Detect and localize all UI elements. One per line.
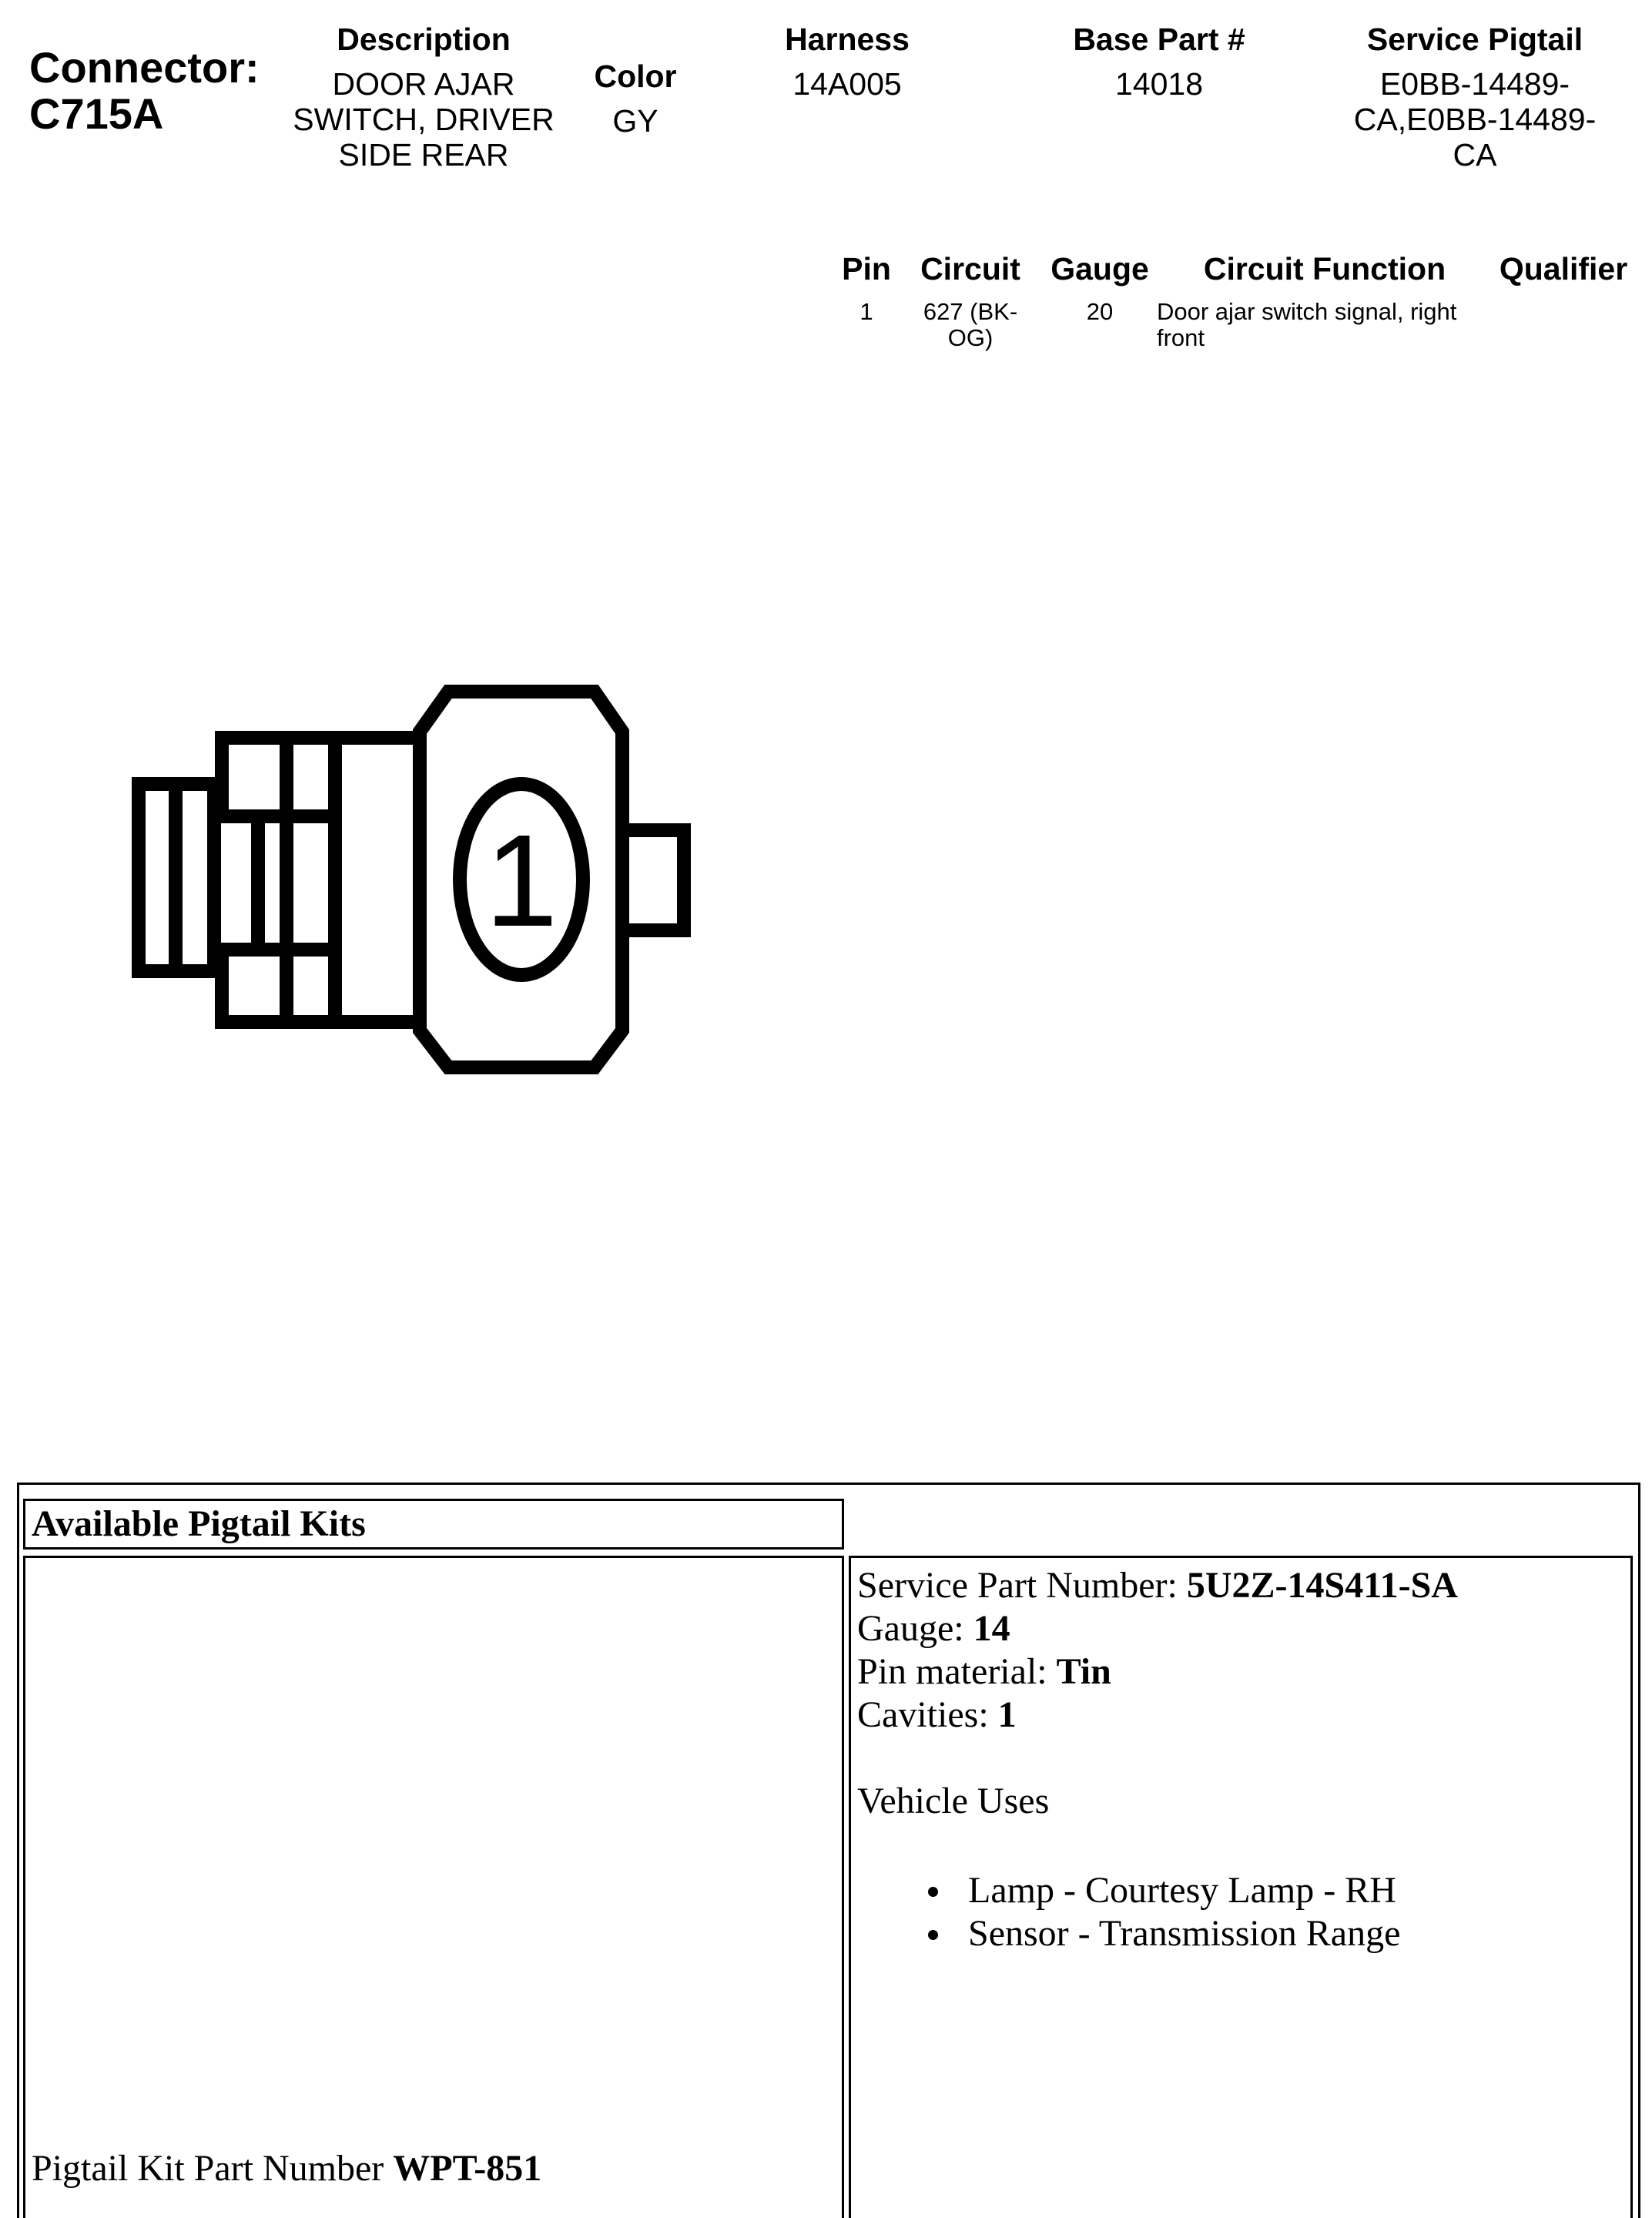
- pin-material-value: Tin: [1056, 1651, 1111, 1692]
- connector-label: Connector:: [29, 43, 260, 92]
- service-part-number: [857, 1564, 1458, 1607]
- list-item: Sensor - Transmission Range: [928, 1912, 1458, 1955]
- service-pigtail-header: Service Pigtail: [1366, 22, 1583, 57]
- vehicle-uses-list: [928, 1869, 1458, 1955]
- kit-gauge: [857, 1607, 1458, 1650]
- description-value: [277, 66, 570, 173]
- pin-cell: 1: [860, 298, 873, 325]
- service-pigtail-line: E0BB-14489-: [1379, 66, 1570, 102]
- connector-body: [222, 738, 420, 1022]
- kit-part-value: WPT-851: [393, 2148, 542, 2189]
- circuit-cell: [909, 299, 1032, 351]
- base-part-column: [1040, 22, 1278, 102]
- description-line: SWITCH, DRIVER: [293, 102, 555, 137]
- circuit-line: OG): [947, 324, 994, 351]
- harness-column: [739, 22, 955, 102]
- connector-id: C715A: [29, 89, 164, 138]
- base-part-value: 14018: [1114, 66, 1203, 102]
- cavities-label: Cavities:: [857, 1694, 998, 1735]
- list-item: Lamp - Courtesy Lamp - RH: [928, 1869, 1458, 1912]
- circuit-function-cell: [1157, 299, 1488, 351]
- pin-material-label: Pin material:: [857, 1651, 1057, 1692]
- pin-header: Pin: [842, 251, 891, 286]
- service-pigtail-line: CA,E0BB-14489-: [1353, 102, 1597, 137]
- circuit-line: 627 (BK-: [923, 298, 1018, 325]
- kit-gauge-value: 14: [973, 1608, 1010, 1649]
- keying-tab: [622, 830, 684, 930]
- connector-face-diagram: [0, 662, 739, 1094]
- color-header: Color: [594, 59, 677, 94]
- pigtail-kits-title: Available Pigtail Kits: [23, 1499, 844, 1550]
- cavities: [857, 1694, 1458, 1737]
- color-value: GY: [612, 103, 658, 139]
- color-column: [574, 59, 697, 139]
- connector-title: [29, 45, 283, 137]
- function-line: Door ajar switch signal, right: [1157, 298, 1457, 325]
- pigtail-kit-left-cell: [23, 1556, 844, 2218]
- service-part-value: 5U2Z-14S411-SA: [1186, 1565, 1458, 1606]
- description-column: [277, 22, 570, 173]
- service-pigtail-value: [1325, 66, 1625, 173]
- vehicle-uses-heading: Vehicle Uses: [857, 1781, 1050, 1821]
- service-pigtail-line: CA: [1453, 137, 1497, 173]
- pin-number-label: 1: [484, 808, 558, 954]
- function-line: front: [1157, 324, 1205, 351]
- description-line: DOOR AJAR: [332, 66, 515, 102]
- pigtail-kit-part-number: [32, 2147, 541, 2190]
- description-header: Description: [337, 22, 511, 57]
- circuit-header: Circuit: [920, 251, 1020, 286]
- harness-header: Harness: [785, 22, 910, 57]
- pin-material: [857, 1650, 1458, 1694]
- circuit-function-header: Circuit Function: [1203, 251, 1446, 286]
- qualifier-header: Qualifier: [1499, 251, 1628, 286]
- harness-value: 14A005: [792, 66, 902, 102]
- cavities-value: 1: [997, 1694, 1017, 1735]
- base-part-header: Base Part #: [1073, 22, 1245, 57]
- kit-part-label: Pigtail Kit Part Number: [32, 2148, 394, 2189]
- pigtail-kit-detail-cell: [849, 1556, 1633, 2218]
- service-part-label: Service Part Number:: [857, 1565, 1187, 1606]
- description-line: SIDE REAR: [338, 137, 509, 173]
- kit-gauge-label: Gauge:: [857, 1608, 973, 1649]
- service-pigtail-column: [1325, 22, 1625, 173]
- gauge-header: Gauge: [1051, 251, 1149, 286]
- gauge-cell: 20: [1086, 298, 1114, 325]
